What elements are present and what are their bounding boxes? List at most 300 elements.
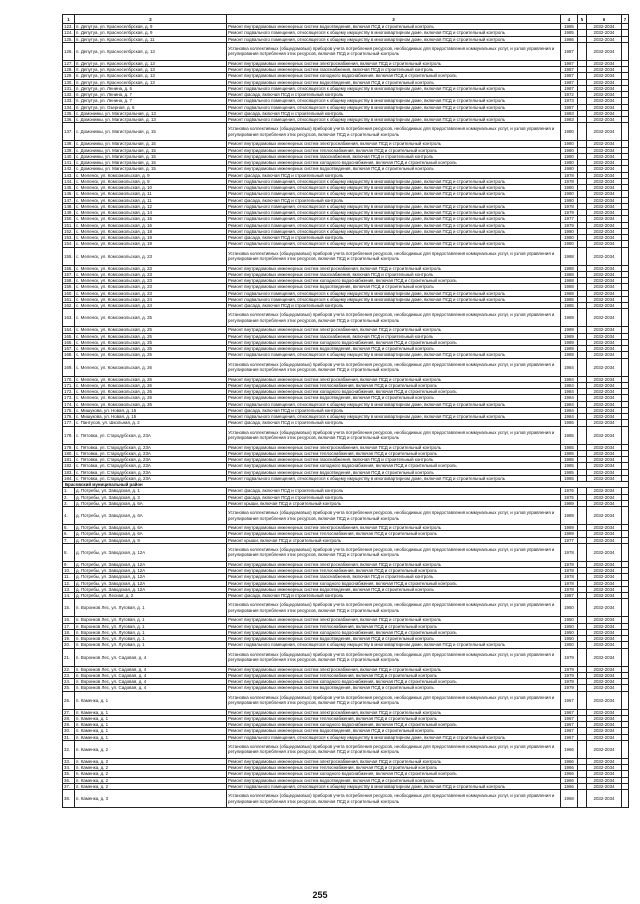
empty-cell: [622, 648, 629, 666]
work-description-cell: Установка коллективных (общедомовых) приборов учета потребления ресурсов, необходимых для предоставления коммунальных услуг, и узлов управления и регулирования потребления этих ресурсов, включая ПСД и строительный контроль: [227, 507, 561, 525]
row-number-cell: 181.: [64, 457, 73, 463]
repair-period-cell: 2032-2034: [587, 303, 622, 309]
work-description-cell: Ремонт внутридомовых инженерных систем газоснабжения, включая ПСД и строительный контроль: [227, 574, 561, 580]
work-description-cell: Ремонт фасада, включая ПСД и строительный контроль: [227, 92, 561, 98]
build-year-cell: 1980: [561, 191, 578, 197]
work-description-cell: Ремонт внутридомовых инженерных систем водоотведения, включая ПСД и строительный контроль: [227, 685, 561, 691]
build-year-cell: 1979: [561, 666, 578, 672]
repair-period-cell: 2032-2034: [587, 623, 622, 629]
table-row: [63, 426, 629, 444]
work-description-cell: Ремонт фасада, включая ПСД и строительный контроль: [227, 235, 561, 241]
repair-period-cell: 2032-2034: [587, 166, 622, 172]
row-number-cell: 33.: [63, 758, 75, 764]
repair-period-cell: 2032-2034: [587, 92, 622, 98]
address-cell: с. Меленск, ул. Комсомольская, д. 11: [75, 197, 227, 203]
build-year-cell: 1950: [561, 642, 578, 648]
address-cell: п. Каменка, д. 3: [75, 790, 227, 808]
work-description-cell: Ремонт внутридомовых инженерных систем водоотведения, включая ПСД и строительный контроль: [227, 395, 561, 401]
row-number-cell: 176.: [64, 414, 73, 420]
empty-cell: [578, 426, 587, 444]
work-description-cell: Ремонт подвального помещения, относящегося к общему имуществу в многоквартирном доме, включая ПСД и строительный контроль: [227, 783, 561, 789]
build-year-cell: 1984: [561, 401, 578, 407]
build-year-cell: 1950: [561, 629, 578, 635]
address-cell: с. Меленск, ул. Комсомольская, д. 23: [75, 271, 227, 277]
address-cell: п. Каменка, д. 2: [75, 783, 227, 789]
table-row: [63, 507, 629, 525]
row-number-cell: 34.: [63, 765, 75, 771]
address-cell: п. Воронков Лес, ул. Луговая, д. 1: [75, 599, 227, 617]
address-cell: п. Каменка, д. 1: [75, 715, 227, 721]
empty-cell: [578, 309, 587, 327]
empty-cell: [622, 42, 629, 60]
build-year-cell: 1980: [561, 153, 578, 159]
address-cell: с. Пятовка, ул. Стародубская, д. 23А: [75, 457, 227, 463]
repair-period-cell: 2032-2034: [587, 500, 622, 506]
address-cell: с. Меленск, ул. Комсомольская, д. 25: [75, 333, 227, 339]
build-year-cell: 1988: [561, 284, 578, 290]
repair-period-cell: 2032-2034: [587, 222, 622, 228]
address-cell: п. Воронков Лес, ул. Луговая, д. 1: [75, 623, 227, 629]
row-number-cell: 165.: [64, 333, 73, 339]
work-description-cell: Ремонт подвального помещения, относящегося к общему имуществу в многоквартирном доме, включая ПСД и строительный контроль: [227, 296, 561, 302]
repair-period-cell: 2032-2034: [587, 580, 622, 586]
table-row: [63, 543, 629, 561]
row-number-cell: 123.: [64, 24, 73, 30]
row-number-cell: 161.: [64, 296, 73, 302]
address-cell: д. Потребы, ул. Заводская, д. 12А: [75, 543, 227, 561]
address-cell: с. Меленск, ул. Комсомольская, д. 23: [75, 290, 227, 296]
address-cell: д. Потребы, ул. Заводская, д. 12А: [75, 568, 227, 574]
work-description-cell: Установка коллективных (общедомовых) приборов учета потребления ресурсов, необходимых для предоставления коммунальных услуг, и узлов управления и регулирования потребления этих ресурсов, включая ПСД и строительный контроль: [227, 790, 561, 808]
column-header-6: 6: [587, 15, 622, 24]
work-description-cell: Установка коллективных (общедомовых) приборов учета потребления ресурсов, необходимых для предоставления коммунальных услуг, и узлов управления и регулирования потребления этих ресурсов, включая ПСД и строительный контроль: [227, 247, 561, 265]
row-number-cell: 170.: [64, 376, 73, 382]
row-number-cell: 158.: [64, 278, 73, 284]
repair-period-cell: 2032-2034: [587, 426, 622, 444]
empty-cell: [622, 691, 629, 709]
address-cell: с. Домонимы, ул. Магистральная, д. 15: [75, 153, 227, 159]
table-row: [63, 740, 629, 758]
work-description-cell: Ремонт внутридомовых инженерных систем водоотведения, включая ПСД и строительный контроль: [227, 469, 561, 475]
address-cell: д. Потребы, ул. Заводская, д. 1: [75, 488, 227, 494]
repair-period-cell: 2032-2034: [587, 290, 622, 296]
build-year-cell: 1984: [561, 414, 578, 420]
address-cell: п. Каменка, д. 2: [75, 777, 227, 783]
repair-period-cell: 2032-2034: [587, 593, 622, 599]
build-year-cell: 1989: [561, 531, 578, 537]
row-number-cell: 7.: [63, 537, 75, 543]
address-cell: п. Депутуа, ул. Красноселбрская, д. 13: [75, 60, 227, 66]
column-number-header-row: [63, 15, 629, 24]
table-row: [63, 42, 629, 60]
work-description-cell: Ремонт внутридомовых инженерных систем водоотведения, включая ПСД и строительный контроль: [227, 24, 561, 30]
repair-period-cell: 2032-2034: [587, 327, 622, 333]
row-number-cell: 151.: [64, 222, 73, 228]
row-number-cell: 26.: [63, 691, 75, 709]
address-cell: п. Каменка, д. 1: [75, 734, 227, 740]
build-year-cell: 1979: [561, 222, 578, 228]
work-description-cell: Ремонт фасада, включая ПСД и строительный контроль: [227, 303, 561, 309]
repair-period-cell: 2032-2034: [587, 352, 622, 358]
repair-period-cell: 2032-2034: [587, 758, 622, 764]
work-description-cell: Ремонт крыши, включая ПСД и строительный контроль: [227, 500, 561, 506]
work-description-cell: Ремонт подвального помещения, относящегося к общему имуществу в многоквартирном доме, включая ПСД и строительный контроль: [227, 401, 561, 407]
build-year-cell: 1980: [561, 141, 578, 147]
address-cell: п. Воронков Лес, ул. Садовая, д. 4: [75, 685, 227, 691]
repair-period-cell: 2032-2034: [587, 389, 622, 395]
address-cell: д. Потребы, ул. Заводская, д. 6А: [75, 500, 227, 506]
address-cell: с. Пятовка, ул. Стародубская, д. 23А: [75, 469, 227, 475]
row-number-cell: 159.: [64, 284, 73, 290]
address-cell: д. Потребы, ул. Заводская, д. 6А: [75, 525, 227, 531]
build-year-cell: 1978: [561, 172, 578, 178]
repair-period-cell: 2032-2034: [587, 666, 622, 672]
table-row: [63, 648, 629, 666]
work-description-cell: Ремонт фасада, включая ПСД и строительный контроль: [227, 420, 561, 426]
work-description-cell: Ремонт подвального помещения, относящегося к общему имуществу в многоквартирном доме, включая ПСД и строительный контроль: [227, 203, 561, 209]
build-year-cell: 1977: [561, 537, 578, 543]
build-year-cell: 1978: [561, 543, 578, 561]
build-year-cell: 1980: [561, 228, 578, 234]
address-cell: п. Каменка, д. 2: [75, 765, 227, 771]
build-year-cell: 1980: [561, 147, 578, 153]
build-year-cell: 1967: [561, 728, 578, 734]
work-description-cell: Ремонт внутридомовых инженерных систем газоснабжения, включая ПСД и строительный контроль: [227, 457, 561, 463]
address-cell: п. Воронков Лес, ул. Луговая, д. 1: [75, 636, 227, 642]
address-cell: с. Меленск, ул. Комсомольская, д. 12: [75, 203, 227, 209]
repair-period-cell: 2032-2034: [587, 376, 622, 382]
work-description-cell: Ремонт подвального помещения, относящегося к общему имуществу в многоквартирном доме, включая ПСД и строительный контроль: [227, 290, 561, 296]
build-year-cell: 1979: [561, 672, 578, 678]
build-year-cell: 1985: [561, 30, 578, 36]
work-description-cell: Ремонт внутридомовых инженерных систем теплоснабжения, включая ПСД и строительный контроль: [227, 623, 561, 629]
address-cell: п. Каменка, д. 2: [75, 758, 227, 764]
row-number-cell: 174.: [64, 401, 73, 407]
empty-cell: [622, 599, 629, 617]
page-number: 255: [312, 890, 328, 900]
build-year-cell: 1987: [561, 60, 578, 66]
address-cell: п. Каменка, д. 1: [75, 722, 227, 728]
build-year-cell: 1985: [561, 303, 578, 309]
repair-period-cell: 2032-2034: [587, 715, 622, 721]
work-description-cell: Ремонт подвального помещения, относящегося к общему имуществу в многоквартирном доме, включая ПСД и строительный контроль: [227, 191, 561, 197]
row-number-cell: 141.: [64, 160, 73, 166]
row-number-cell: 149.: [64, 210, 73, 216]
row-number-cell: 3.: [63, 500, 75, 506]
repair-period-cell: 2032-2034: [587, 771, 622, 777]
build-year-cell: 1978: [561, 568, 578, 574]
column-header-3: 3: [227, 15, 561, 24]
repair-period-cell: 2032-2034: [587, 203, 622, 209]
table-row: [63, 790, 629, 808]
repair-period-cell: 2032-2034: [587, 401, 622, 407]
row-number-cell: 9.: [63, 561, 75, 567]
repair-period-cell: 2032-2034: [587, 153, 622, 159]
row-number-cell: 30.: [63, 728, 75, 734]
repair-period-cell: 2032-2034: [587, 178, 622, 184]
build-year-cell: 1989: [561, 327, 578, 333]
address-cell: с. Меленск, ул. Комсомольская, д. 26: [75, 389, 227, 395]
work-description-cell: Ремонт внутридомовых инженерных систем электроснабжения, включая ПСД и строительный контроль: [227, 265, 561, 271]
empty-cell: [622, 507, 629, 525]
work-description-cell: Ремонт подвального помещения, относящегося к общему имуществу в многоквартирном доме, включая ПСД и строительный контроль: [227, 178, 561, 184]
repair-period-cell: 2032-2034: [587, 617, 622, 623]
empty-cell: [622, 543, 629, 561]
work-description-cell: Ремонт фасада, включая ПСД и строительный контроль: [227, 593, 561, 599]
section-title: Брасовский муниципальный район: [63, 482, 629, 488]
address-cell: п. Депутуа, ул. Красноселбрская, д. 9: [75, 30, 227, 36]
row-number-cell: 140.: [64, 153, 73, 159]
build-year-cell: 1980: [561, 241, 578, 247]
row-number-cell: 15.: [63, 599, 75, 617]
build-year-cell: 1966: [561, 777, 578, 783]
address-cell: д. Потребы, ул. Заводская, д. 3: [75, 494, 227, 500]
build-year-cell: 1967: [561, 709, 578, 715]
repair-period-cell: 2032-2034: [587, 228, 622, 234]
repair-period-cell: 2032-2034: [587, 629, 622, 635]
repair-period-cell: 2032-2034: [587, 271, 622, 277]
work-description-cell: Ремонт подвального помещения, относящегося к общему имуществу в многоквартирном доме, включая ПСД и строительный контроль: [227, 216, 561, 222]
row-number-cell: 133.: [64, 98, 73, 104]
address-cell: п. Депутуа, ул. Красноселбрская, д. 13: [75, 79, 227, 85]
build-year-cell: 1950: [561, 599, 578, 617]
work-description-cell: Установка коллективных (общедомовых) приборов учета потребления ресурсов, необходимых для предоставления коммунальных услуг, и узлов управления и регулирования потребления этих ресурсов, включая ПСД и строительный контроль: [227, 426, 561, 444]
work-description-cell: Ремонт внутридомовых инженерных систем холодного водоснабжения, включая ПСД и строительный контроль: [227, 722, 561, 728]
work-description-cell: Ремонт внутридомовых инженерных систем электроснабжения, включая ПСД и строительный контроль: [227, 758, 561, 764]
build-year-cell: 1985: [561, 450, 578, 456]
repair-period-cell: 2032-2034: [587, 85, 622, 91]
build-year-cell: 1988: [561, 290, 578, 296]
build-year-cell: 1977: [561, 216, 578, 222]
work-description-cell: Ремонт крыши, включая ПСД и строительный контроль: [227, 537, 561, 543]
build-year-cell: 1987: [561, 42, 578, 60]
row-number-cell: 132.: [64, 92, 73, 98]
work-description-cell: Ремонт фасада, включая ПСД и строительный контроль: [227, 407, 561, 413]
repair-period-cell: 2032-2034: [587, 339, 622, 345]
repair-period-cell: 2032-2034: [587, 488, 622, 494]
empty-cell: [622, 358, 629, 376]
work-description-cell: Ремонт подвального помещения, относящегося к общему имуществу в многоквартирном доме, включая ПСД и строительный контроль: [227, 85, 561, 91]
build-year-cell: 1978: [561, 561, 578, 567]
row-number-cell: 131.: [64, 85, 73, 91]
build-year-cell: 1984: [561, 376, 578, 382]
address-cell: с. Меленск, ул. Комсомольская, д. 26: [75, 395, 227, 401]
row-number-cell: 138.: [64, 141, 73, 147]
row-number-cell: 183.: [64, 469, 73, 475]
column-header-1: 1: [63, 15, 75, 24]
row-number-cell: 127.: [64, 60, 73, 66]
repair-period-cell: 2032-2034: [587, 734, 622, 740]
row-number-cell: 135.: [64, 110, 73, 116]
repair-period-cell: 2032-2034: [587, 543, 622, 561]
row-number-cell: 21.: [63, 648, 75, 666]
work-description-cell: Ремонт подвального помещения, относящегося к общему имуществу в многоквартирном доме, включая ПСД и строительный контроль: [227, 36, 561, 42]
row-number-cell: 4.: [63, 507, 75, 525]
address-cell: с. Меленск, ул. Комсомольская, д. 25: [75, 346, 227, 352]
row-number-cell: 27.: [63, 709, 75, 715]
build-year-cell: 1989: [561, 346, 578, 352]
repair-period-cell: 2032-2034: [587, 30, 622, 36]
row-number-cell: 171.: [64, 382, 73, 388]
repair-period-cell: 2032-2034: [587, 531, 622, 537]
repair-period-cell: 2032-2034: [587, 636, 622, 642]
table-body: [63, 24, 629, 808]
build-year-cell: 1987: [561, 73, 578, 79]
repair-period-cell: 2032-2034: [587, 685, 622, 691]
work-description-cell: Установка коллективных (общедомовых) приборов учета потребления ресурсов, необходимых для предоставления коммунальных услуг, и узлов управления и регулирования потребления этих ресурсов, включая ПСД и строительный контроль: [227, 543, 561, 561]
work-description-cell: Ремонт внутридомовых инженерных систем водоотведения, включая ПСД и строительный контроль: [227, 728, 561, 734]
work-description-cell: Ремонт внутридомовых инженерных систем холодного водоснабжения, включая ПСД и строительный контроль: [227, 629, 561, 635]
repair-period-cell: 2032-2034: [587, 672, 622, 678]
table-row: [63, 599, 629, 617]
work-description-cell: Ремонт внутридомовых инженерных систем теплоснабжения, включая ПСД и строительный контроль: [227, 672, 561, 678]
build-year-cell: 1980: [561, 123, 578, 141]
work-description-cell: Ремонт подвального помещения, относящегося к общему имуществу в многоквартирном доме, включая ПСД и строительный контроль: [227, 117, 561, 123]
table-row: [63, 691, 629, 709]
work-description-cell: Ремонт внутридомовых инженерных систем теплоснабжения, включая ПСД и строительный контроль: [227, 531, 561, 537]
address-cell: с. Пятовка, ул. Стародубская, д. 23А: [75, 463, 227, 469]
row-number-cell: 31.: [63, 734, 75, 740]
address-cell: п. Воронков Лес, ул. Луговая, д. 1: [75, 617, 227, 623]
row-number-cell: 124.: [64, 30, 73, 36]
build-year-cell: 1968: [561, 790, 578, 808]
build-year-cell: 1985: [561, 469, 578, 475]
row-number-cell: 35.: [63, 771, 75, 777]
build-year-cell: 1988: [561, 265, 578, 271]
repair-period-cell: 2032-2034: [587, 73, 622, 79]
address-cell: п. Воронков Лес, ул. Садовая, д. 4: [75, 648, 227, 666]
row-number-cell: 144.: [64, 178, 73, 184]
address-cell: п. Депутуа, ул. Озерная, д. 6: [75, 104, 227, 110]
work-description-cell: Ремонт внутридомовых инженерных систем водоотведения, включая ПСД и строительный контроль: [227, 777, 561, 783]
column-header-2: 2: [75, 15, 227, 24]
repair-period-cell: 2032-2034: [587, 36, 622, 42]
row-number-cell: 125.: [64, 36, 73, 42]
address-cell: с. Меленск, ул. Комсомольская, д. 25: [75, 327, 227, 333]
build-year-cell: 1985: [561, 475, 578, 481]
work-description-cell: Ремонт внутридомовых инженерных систем электроснабжения, включая ПСД и строительный контроль: [227, 60, 561, 66]
address-cell: п. Воронков Лес, ул. Луговая, д. 1: [75, 642, 227, 648]
work-description-cell: Ремонт подвального помещения, относящегося к общему имуществу в многоквартирном доме, включая ПСД и строительный контроль: [227, 352, 561, 358]
address-cell: с. Меленск, ул. Комсомольская, д. 26: [75, 376, 227, 382]
row-number-cell: 22.: [63, 666, 75, 672]
row-number-cell: 29.: [63, 722, 75, 728]
repair-period-cell: 2032-2034: [587, 414, 622, 420]
address-cell: д. Потребы, ул. Заводская, д. 12А: [75, 574, 227, 580]
repair-period-cell: 2032-2034: [587, 284, 622, 290]
row-number-cell: 175.: [64, 407, 73, 413]
row-number-cell: 167.: [64, 346, 73, 352]
row-number-cell: 139.: [64, 147, 73, 153]
row-number-cell: 162.: [64, 303, 73, 309]
repair-period-cell: 2032-2034: [587, 265, 622, 271]
row-number-cell: 172.: [64, 389, 73, 395]
work-description-cell: Установка коллективных (общедомовых) приборов учета потребления ресурсов, необходимых для предоставления коммунальных услуг, и узлов управления и регулирования потребления этих ресурсов, включая ПСД и строительный контроль: [227, 599, 561, 617]
build-year-cell: 1989: [561, 507, 578, 525]
address-cell: п. Депутуа, ул. Красноселбрская, д. 13: [75, 73, 227, 79]
empty-cell: [622, 790, 629, 808]
work-description-cell: Ремонт фасада, включая ПСД и строительный контроль: [227, 110, 561, 116]
row-number-cell: 137.: [63, 123, 75, 141]
build-year-cell: 1967: [561, 722, 578, 728]
build-year-cell: 1988: [561, 278, 578, 284]
work-description-cell: Ремонт внутридомовых инженерных систем электроснабжения, включая ПСД и строительный контроль: [227, 561, 561, 567]
column-header-7: 7: [622, 15, 629, 24]
repair-period-cell: 2032-2034: [587, 790, 622, 808]
work-description-cell: Ремонт внутридомовых инженерных систем холодного водоснабжения, включая ПСД и строительный контроль: [227, 339, 561, 345]
address-cell: с. Меленск, ул. Комсомольская, д. 23: [75, 278, 227, 284]
row-number-cell: 180.: [64, 450, 73, 456]
repair-period-cell: 2032-2034: [587, 309, 622, 327]
build-year-cell: 1984: [561, 389, 578, 395]
repair-period-cell: 2032-2034: [587, 382, 622, 388]
repair-period-cell: 2032-2034: [587, 296, 622, 302]
build-year-cell: 1950: [561, 617, 578, 623]
address-cell: п. Каменка, д. 2: [75, 740, 227, 758]
row-number-cell: 8.: [63, 543, 75, 561]
repair-period-cell: 2032-2034: [587, 463, 622, 469]
row-number-cell: 147.: [64, 197, 73, 203]
build-year-cell: 1966: [561, 740, 578, 758]
build-year-cell: 1972: [561, 92, 578, 98]
address-cell: с. Пятовка, ул. Стародубская, д. 23А: [75, 426, 227, 444]
work-description-cell: Ремонт внутридомовых инженерных систем холодного водоснабжения, включая ПСД и строительный контроль: [227, 278, 561, 284]
row-number-cell: 38.: [63, 790, 75, 808]
work-description-cell: Ремонт внутридомовых инженерных систем холодного водоснабжения, включая ПСД и строительный контроль: [227, 389, 561, 395]
address-cell: с. Меленск, ул. Комсомольская, д. 14: [75, 210, 227, 216]
address-cell: с. Меленск, ул. Комсомольская, д. 18: [75, 228, 227, 234]
empty-cell: [578, 42, 587, 60]
work-description-cell: Ремонт подвального помещения, относящегося к общему имуществу в многоквартирном доме, включая ПСД и строительный контроль: [227, 228, 561, 234]
build-year-cell: 1983: [561, 117, 578, 123]
work-description-cell: Ремонт внутридомовых инженерных систем электроснабжения, включая ПСД и строительный контроль: [227, 617, 561, 623]
address-cell: д. Потребы, ул. Заводская, д. 12А: [75, 586, 227, 592]
address-cell: с. Мишукова, ул. Новая, д. 15: [75, 414, 227, 420]
work-description-cell: Ремонт внутридомовых инженерных систем водоотведения, включая ПСД и строительный контроль: [227, 586, 561, 592]
repair-period-cell: 2032-2034: [587, 60, 622, 66]
column-header-4: 4: [561, 15, 578, 24]
work-description-cell: Ремонт внутридомовых инженерных систем газоснабжения, включая ПСД и строительный контроль: [227, 67, 561, 73]
build-year-cell: 1988: [561, 247, 578, 265]
work-description-cell: Ремонт подвального помещения, относящегося к общему имуществу в многоквартирном доме, включая ПСД и строительный контроль: [227, 734, 561, 740]
empty-cell: [578, 507, 587, 525]
work-description-cell: Ремонт внутридомовых инженерных систем водоотведения, включая ПСД и строительный контроль: [227, 636, 561, 642]
address-cell: с. Меленск, ул. Комсомольская, д. 23: [75, 284, 227, 290]
repair-period-cell: 2032-2034: [587, 346, 622, 352]
build-year-cell: 1980: [561, 185, 578, 191]
build-year-cell: 1985: [561, 296, 578, 302]
repair-period-cell: 2032-2034: [587, 79, 622, 85]
address-cell: п. Воронков Лес, ул. Садовая, д. 4: [75, 672, 227, 678]
work-description-cell: Ремонт внутридомовых инженерных систем водоотведения, включая ПСД и строительный контроль: [227, 166, 561, 172]
address-cell: п. Депутуа, ул. Ленина, д. 7: [75, 92, 227, 98]
row-number-cell: 156.: [64, 265, 73, 271]
address-cell: с. Мишукова, ул. Новая, д. 15: [75, 407, 227, 413]
address-cell: с. Меленск, ул. Комсомольская, д. 25: [75, 309, 227, 327]
repair-period-cell: 2032-2034: [587, 407, 622, 413]
address-cell: с. Пантусов, ул. Школьная, д. 2: [75, 420, 227, 426]
build-year-cell: 1980: [561, 235, 578, 241]
row-number-cell: 164.: [64, 327, 73, 333]
row-number-cell: 145.: [64, 185, 73, 191]
work-description-cell: Ремонт подвального помещения, относящегося к общему имуществу в многоквартирном доме, включая ПСД и строительный контроль: [227, 222, 561, 228]
row-number-cell: 20.: [63, 642, 75, 648]
row-number-cell: 134.: [64, 104, 73, 110]
row-number-cell: 12.: [63, 580, 75, 586]
address-cell: с. Меленск, ул. Комсомольская, д. 19: [75, 241, 227, 247]
build-year-cell: 1979: [561, 679, 578, 685]
empty-cell: [578, 358, 587, 376]
